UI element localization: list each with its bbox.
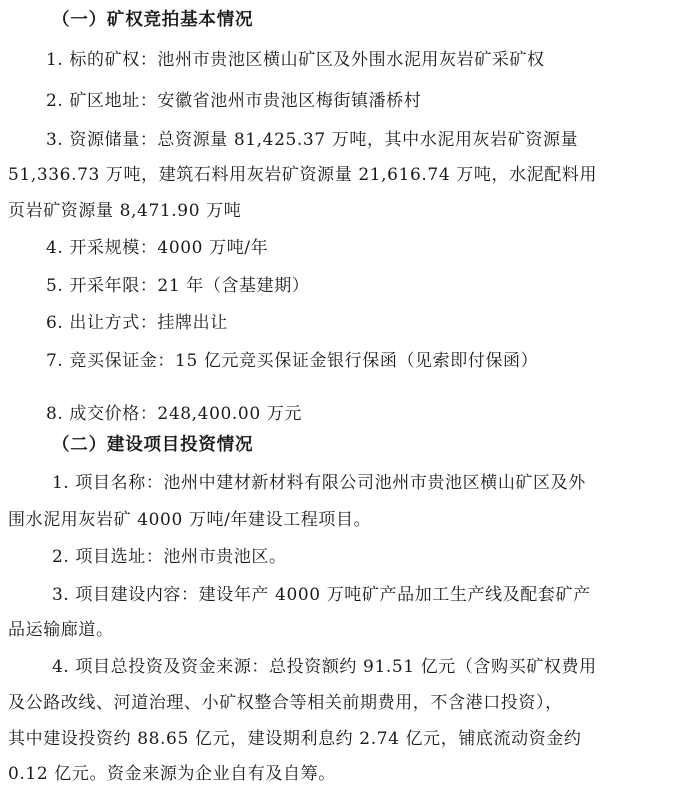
item-total-investment-cont3: 0.12 亿元。资金来源为企业自有及自筹。 xyxy=(8,764,336,784)
item-project-name: 1. 项目名称：池州中建材新材料有限公司池州市贵池区横山矿区及外 xyxy=(52,473,586,493)
item-resource-reserves: 3. 资源储量：总资源量 81,425.37 万吨，其中水泥用灰岩矿资源量 xyxy=(46,130,579,150)
item-transfer-method: 6. 出让方式：挂牌出让 xyxy=(46,313,228,333)
item-total-investment: 4. 项目总投资及资金来源：总投资额约 91.51 亿元（含购买矿权费用 xyxy=(52,657,597,677)
section-heading-investment: （二）建设项目投资情况 xyxy=(52,435,254,455)
item-construction-content-cont: 品运输廊道。 xyxy=(8,620,114,640)
section-heading-auction: （一）矿权竞拍基本情况 xyxy=(52,10,254,30)
item-mining-scale: 4. 开采规模：4000 万吨/年 xyxy=(46,238,269,258)
item-mine-address: 2. 矿区地址：安徽省池州市贵池区梅街镇潘桥村 xyxy=(46,91,422,111)
item-total-investment-cont1: 及公路改线、河道治理、小矿权整合等相关前期费用，不含港口投资）， xyxy=(8,693,563,713)
item-construction-content: 3. 项目建设内容：建设年产 4000 万吨矿产品加工生产线及配套矿产 xyxy=(52,585,591,605)
item-resource-reserves-cont1: 51,336.73 万吨，建筑石料用灰岩矿资源量 21,616.74 万吨，水泥配料用 xyxy=(8,165,598,185)
item-transaction-price: 8. 成交价格：248,400.00 万元 xyxy=(46,404,302,424)
item-project-name-cont: 围水泥用灰岩矿 4000 万吨/年建设工程项目。 xyxy=(8,510,372,530)
item-total-investment-cont2: 其中建设投资约 88.65 亿元，建设期利息约 2.74 亿元，铺底流动资金约 xyxy=(8,729,582,749)
item-resource-reserves-cont2: 页岩矿资源量 8,471.90 万吨 xyxy=(8,201,242,221)
item-target-mining-right: 1. 标的矿权：池州市贵池区横山矿区及外围水泥用灰岩矿采矿权 xyxy=(46,50,545,70)
item-mining-period: 5. 开采年限：21 年（含基建期） xyxy=(46,276,310,296)
item-project-site: 2. 项目选址：池州市贵池区。 xyxy=(52,547,287,567)
item-bid-deposit: 7. 竞买保证金：15 亿元竞买保证金银行保函（见索即付保函） xyxy=(46,351,539,371)
